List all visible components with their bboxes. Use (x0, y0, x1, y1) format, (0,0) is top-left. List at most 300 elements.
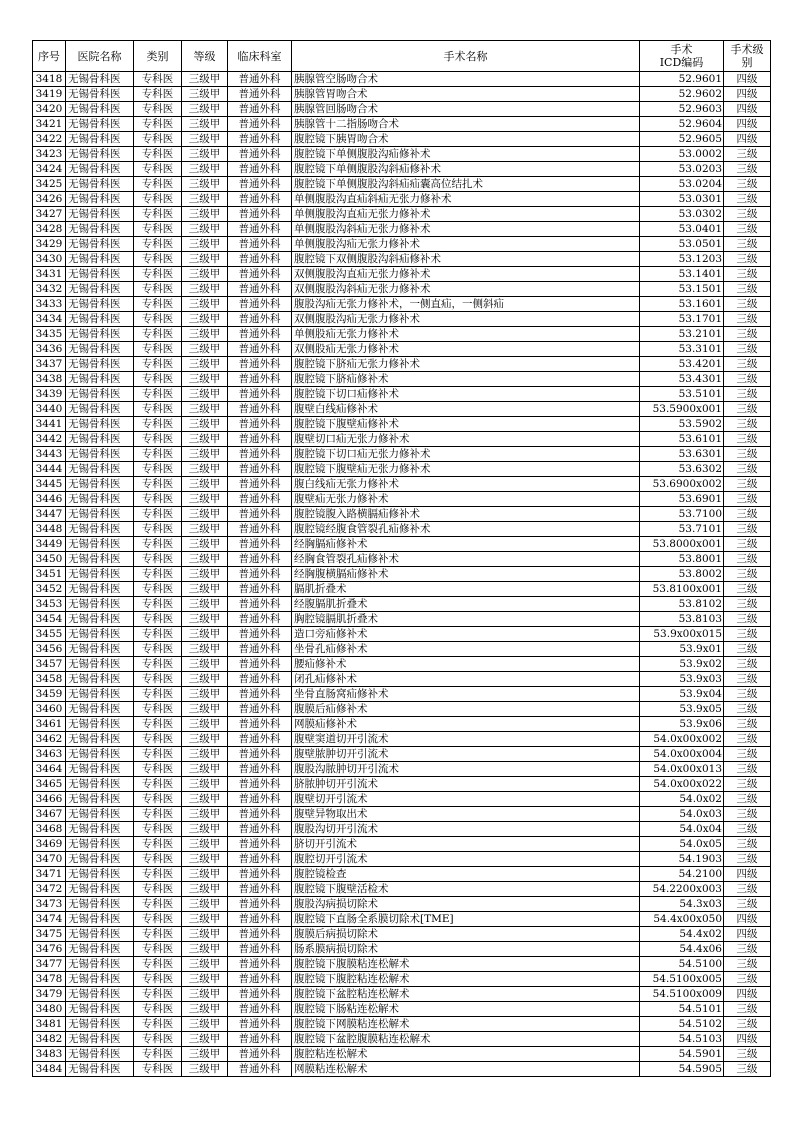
cell-surgery-level: 三级 (724, 747, 771, 762)
cell-index: 3428 (33, 222, 66, 237)
cell-icd-code: 52.9604 (640, 117, 724, 132)
cell-department: 普通外科 (228, 717, 292, 732)
cell-surgery-level: 三级 (724, 192, 771, 207)
cell-surgery-level: 三级 (724, 387, 771, 402)
cell-hospital: 无锡骨科医 (66, 402, 134, 417)
cell-icd-code: 53.8001 (640, 552, 724, 567)
cell-index: 3466 (33, 792, 66, 807)
cell-index: 3455 (33, 627, 66, 642)
cell-icd-code: 53.0401 (640, 222, 724, 237)
cell-surgery-level: 三级 (724, 267, 771, 282)
cell-icd-code: 53.6301 (640, 447, 724, 462)
cell-icd-code: 54.5905 (640, 1062, 724, 1077)
table-row (33, 387, 771, 402)
cell-department: 普通外科 (228, 432, 292, 447)
cell-index: 3430 (33, 252, 66, 267)
cell-icd-code: 53.6901 (640, 492, 724, 507)
cell-index: 3439 (33, 387, 66, 402)
cell-hospital: 无锡骨科医 (66, 177, 134, 192)
cell-hospital: 无锡骨科医 (66, 1002, 134, 1017)
cell-category: 专科医 (134, 702, 182, 717)
cell-surgery-level: 三级 (724, 597, 771, 612)
cell-index: 3479 (33, 987, 66, 1002)
cell-surgery-name: 腹壁切开引流术 (292, 792, 640, 807)
cell-hospital: 无锡骨科医 (66, 852, 134, 867)
cell-department: 普通外科 (228, 942, 292, 957)
table-row (33, 1017, 771, 1032)
cell-surgery-level: 三级 (724, 147, 771, 162)
cell-surgery-level: 三级 (724, 777, 771, 792)
cell-surgery-name: 腹腔镜下切口疝修补术 (292, 387, 640, 402)
cell-icd-code: 53.5902 (640, 417, 724, 432)
cell-surgery-name: 腹腔镜下盆腔腹膜粘连松解术 (292, 1032, 640, 1047)
cell-category: 专科医 (134, 552, 182, 567)
cell-hospital: 无锡骨科医 (66, 897, 134, 912)
cell-surgery-level: 三级 (724, 522, 771, 537)
cell-index: 3434 (33, 312, 66, 327)
cell-category: 专科医 (134, 207, 182, 222)
cell-grade: 三级甲 (182, 267, 228, 282)
cell-category: 专科医 (134, 852, 182, 867)
cell-index: 3421 (33, 117, 66, 132)
table-row (33, 522, 771, 537)
cell-index: 3477 (33, 957, 66, 972)
cell-surgery-name: 腹壁异物取出术 (292, 807, 640, 822)
cell-grade: 三级甲 (182, 327, 228, 342)
cell-department: 普通外科 (228, 642, 292, 657)
cell-icd-code: 53.1601 (640, 297, 724, 312)
cell-grade: 三级甲 (182, 747, 228, 762)
cell-department: 普通外科 (228, 702, 292, 717)
cell-surgery-name: 腹腔镜下盆腔粘连松解术 (292, 987, 640, 1002)
cell-index: 3472 (33, 882, 66, 897)
cell-surgery-name: 腹壁窦道切开引流术 (292, 732, 640, 747)
cell-department: 普通外科 (228, 597, 292, 612)
cell-surgery-name: 腹腔镜下单侧腹股沟斜疝疝囊高位结扎术 (292, 177, 640, 192)
cell-index: 3450 (33, 552, 66, 567)
cell-surgery-name: 腹腔粘连松解术 (292, 1047, 640, 1062)
cell-icd-code: 54.5102 (640, 1017, 724, 1032)
cell-grade: 三级甲 (182, 867, 228, 882)
cell-hospital: 无锡骨科医 (66, 222, 134, 237)
cell-department: 普通外科 (228, 147, 292, 162)
cell-grade: 三级甲 (182, 642, 228, 657)
table-row (33, 552, 771, 567)
cell-icd-code: 52.9601 (640, 72, 724, 87)
cell-index: 3456 (33, 642, 66, 657)
cell-hospital: 无锡骨科医 (66, 267, 134, 282)
cell-icd-code: 53.3101 (640, 342, 724, 357)
cell-surgery-level: 四级 (724, 912, 771, 927)
cell-index: 3469 (33, 837, 66, 852)
cell-department: 普通外科 (228, 777, 292, 792)
surgery-table (32, 40, 771, 1077)
cell-category: 专科医 (134, 372, 182, 387)
cell-category: 专科医 (134, 867, 182, 882)
cell-category: 专科医 (134, 612, 182, 627)
cell-icd-code: 53.0302 (640, 207, 724, 222)
cell-category: 专科医 (134, 687, 182, 702)
cell-department: 普通外科 (228, 852, 292, 867)
cell-surgery-level: 三级 (724, 702, 771, 717)
cell-icd-code: 53.8100x001 (640, 582, 724, 597)
cell-grade: 三级甲 (182, 507, 228, 522)
cell-grade: 三级甲 (182, 252, 228, 267)
cell-surgery-level: 三级 (724, 252, 771, 267)
cell-index: 3423 (33, 147, 66, 162)
table-row (33, 627, 771, 642)
cell-surgery-name: 双侧腹股沟疝无张力修补术 (292, 312, 640, 327)
cell-hospital: 无锡骨科医 (66, 672, 134, 687)
cell-hospital: 无锡骨科医 (66, 597, 134, 612)
cell-index: 3461 (33, 717, 66, 732)
cell-surgery-level: 三级 (724, 687, 771, 702)
cell-icd-code: 53.6101 (640, 432, 724, 447)
cell-grade: 三级甲 (182, 342, 228, 357)
cell-category: 专科医 (134, 537, 182, 552)
cell-surgery-level: 三级 (724, 327, 771, 342)
cell-surgery-level: 三级 (724, 612, 771, 627)
cell-surgery-name: 经胸膈疝修补术 (292, 537, 640, 552)
cell-category: 专科医 (134, 477, 182, 492)
cell-grade: 三级甲 (182, 837, 228, 852)
cell-category: 专科医 (134, 822, 182, 837)
cell-grade: 三级甲 (182, 972, 228, 987)
cell-hospital: 无锡骨科医 (66, 462, 134, 477)
table-row (33, 897, 771, 912)
cell-hospital: 无锡骨科医 (66, 912, 134, 927)
cell-grade: 三级甲 (182, 1062, 228, 1077)
cell-department: 普通外科 (228, 342, 292, 357)
cell-index: 3432 (33, 282, 66, 297)
cell-index: 3429 (33, 237, 66, 252)
cell-hospital: 无锡骨科医 (66, 552, 134, 567)
cell-category: 专科医 (134, 972, 182, 987)
cell-surgery-name: 腹腔镜下脐疝修补术 (292, 372, 640, 387)
cell-surgery-name: 单侧股疝无张力修补术 (292, 327, 640, 342)
table-body (33, 72, 771, 1077)
cell-hospital: 无锡骨科医 (66, 72, 134, 87)
cell-category: 专科医 (134, 747, 182, 762)
cell-department: 普通外科 (228, 1002, 292, 1017)
cell-grade: 三级甲 (182, 237, 228, 252)
cell-category: 专科医 (134, 387, 182, 402)
cell-grade: 三级甲 (182, 717, 228, 732)
cell-grade: 三级甲 (182, 417, 228, 432)
table-row (33, 72, 771, 87)
cell-surgery-name: 胸腔镜膈肌折叠术 (292, 612, 640, 627)
cell-hospital: 无锡骨科医 (66, 507, 134, 522)
cell-surgery-name: 腹膜后疝修补术 (292, 702, 640, 717)
cell-category: 专科医 (134, 882, 182, 897)
cell-index: 3471 (33, 867, 66, 882)
cell-surgery-name: 腹壁疝无张力修补术 (292, 492, 640, 507)
cell-surgery-level: 三级 (724, 627, 771, 642)
cell-icd-code: 53.9x00x015 (640, 627, 724, 642)
cell-category: 专科医 (134, 492, 182, 507)
cell-surgery-name: 胰腺管胃吻合术 (292, 87, 640, 102)
cell-category: 专科医 (134, 357, 182, 372)
cell-grade: 三级甲 (182, 132, 228, 147)
table-row (33, 342, 771, 357)
cell-surgery-name: 腹壁脓肿切开引流术 (292, 747, 640, 762)
cell-index: 3441 (33, 417, 66, 432)
cell-surgery-name: 腹腔镜下腹壁活检术 (292, 882, 640, 897)
cell-department: 普通外科 (228, 237, 292, 252)
cell-hospital: 无锡骨科医 (66, 372, 134, 387)
cell-department: 普通外科 (228, 1062, 292, 1077)
cell-surgery-level: 三级 (724, 207, 771, 222)
cell-surgery-level: 三级 (724, 792, 771, 807)
cell-index: 3463 (33, 747, 66, 762)
cell-icd-code: 54.3x03 (640, 897, 724, 912)
cell-surgery-name: 腹腔镜下腹膜粘连松解术 (292, 957, 640, 972)
cell-index: 3425 (33, 177, 66, 192)
table-row (33, 807, 771, 822)
cell-index: 3420 (33, 102, 66, 117)
cell-surgery-name: 腹腔镜下腹壁疝修补术 (292, 417, 640, 432)
table-row (33, 567, 771, 582)
cell-icd-code: 53.7100 (640, 507, 724, 522)
cell-category: 专科医 (134, 597, 182, 612)
cell-surgery-name: 经腹膈肌折叠术 (292, 597, 640, 612)
table-row (33, 177, 771, 192)
cell-grade: 三级甲 (182, 192, 228, 207)
cell-surgery-level: 三级 (724, 837, 771, 852)
cell-icd-code: 54.0x04 (640, 822, 724, 837)
table-row (33, 927, 771, 942)
col-header-category: 类别 (134, 41, 182, 72)
cell-surgery-level: 三级 (724, 1017, 771, 1032)
table-row (33, 582, 771, 597)
cell-hospital: 无锡骨科医 (66, 927, 134, 942)
cell-icd-code: 53.8103 (640, 612, 724, 627)
cell-surgery-level: 四级 (724, 72, 771, 87)
cell-index: 3481 (33, 1017, 66, 1032)
cell-icd-code: 54.4x00x050 (640, 912, 724, 927)
cell-surgery-level: 三级 (724, 942, 771, 957)
cell-icd-code: 53.0204 (640, 177, 724, 192)
cell-surgery-name: 单侧腹股沟直疝斜疝无张力修补术 (292, 192, 640, 207)
cell-grade: 三级甲 (182, 537, 228, 552)
cell-surgery-level: 三级 (724, 807, 771, 822)
cell-department: 普通外科 (228, 957, 292, 972)
cell-surgery-level: 三级 (724, 222, 771, 237)
cell-surgery-name: 腹腔镜下切口疝无张力修补术 (292, 447, 640, 462)
cell-icd-code: 54.4x02 (640, 927, 724, 942)
cell-index: 3468 (33, 822, 66, 837)
cell-department: 普通外科 (228, 102, 292, 117)
cell-department: 普通外科 (228, 402, 292, 417)
cell-department: 普通外科 (228, 462, 292, 477)
cell-icd-code: 54.5901 (640, 1047, 724, 1062)
cell-surgery-name: 腹腔镜下胰胃吻合术 (292, 132, 640, 147)
cell-index: 3436 (33, 342, 66, 357)
cell-surgery-level: 三级 (724, 1062, 771, 1077)
cell-category: 专科医 (134, 297, 182, 312)
cell-category: 专科医 (134, 87, 182, 102)
cell-category: 专科医 (134, 762, 182, 777)
table-row (33, 492, 771, 507)
cell-category: 专科医 (134, 897, 182, 912)
cell-index: 3473 (33, 897, 66, 912)
cell-hospital: 无锡骨科医 (66, 717, 134, 732)
cell-surgery-level: 四级 (724, 987, 771, 1002)
cell-surgery-level: 三级 (724, 852, 771, 867)
cell-surgery-level: 三级 (724, 732, 771, 747)
cell-hospital: 无锡骨科医 (66, 192, 134, 207)
cell-department: 普通外科 (228, 867, 292, 882)
cell-department: 普通外科 (228, 522, 292, 537)
cell-hospital: 无锡骨科医 (66, 282, 134, 297)
cell-hospital: 无锡骨科医 (66, 687, 134, 702)
table-row (33, 162, 771, 177)
cell-index: 3418 (33, 72, 66, 87)
cell-hospital: 无锡骨科医 (66, 417, 134, 432)
cell-category: 专科医 (134, 222, 182, 237)
cell-category: 专科医 (134, 162, 182, 177)
cell-grade: 三级甲 (182, 927, 228, 942)
cell-surgery-level: 三级 (724, 462, 771, 477)
table-row (33, 942, 771, 957)
col-header-icd-code: 手术 ICD编码 (640, 41, 724, 72)
cell-department: 普通外科 (228, 822, 292, 837)
cell-department: 普通外科 (228, 972, 292, 987)
table-row (33, 357, 771, 372)
table-row (33, 1032, 771, 1047)
cell-icd-code: 53.0301 (640, 192, 724, 207)
cell-department: 普通外科 (228, 1032, 292, 1047)
cell-hospital: 无锡骨科医 (66, 312, 134, 327)
cell-surgery-name: 坐骨孔疝修补术 (292, 642, 640, 657)
cell-surgery-level: 四级 (724, 87, 771, 102)
table-row (33, 762, 771, 777)
cell-hospital: 无锡骨科医 (66, 1062, 134, 1077)
cell-grade: 三级甲 (182, 357, 228, 372)
cell-surgery-level: 三级 (724, 897, 771, 912)
cell-hospital: 无锡骨科医 (66, 957, 134, 972)
cell-hospital: 无锡骨科医 (66, 777, 134, 792)
cell-category: 专科医 (134, 417, 182, 432)
cell-hospital: 无锡骨科医 (66, 762, 134, 777)
table-row (33, 102, 771, 117)
cell-grade: 三级甲 (182, 807, 228, 822)
table-row (33, 237, 771, 252)
cell-hospital: 无锡骨科医 (66, 612, 134, 627)
cell-icd-code: 54.0x00x013 (640, 762, 724, 777)
table-row (33, 447, 771, 462)
cell-grade: 三级甲 (182, 1017, 228, 1032)
cell-category: 专科医 (134, 807, 182, 822)
cell-surgery-name: 胰腺管回肠吻合术 (292, 102, 640, 117)
cell-hospital: 无锡骨科医 (66, 582, 134, 597)
cell-grade: 三级甲 (182, 612, 228, 627)
cell-surgery-name: 肠系膜病损切除术 (292, 942, 640, 957)
cell-grade: 三级甲 (182, 882, 228, 897)
cell-surgery-name: 膈肌折叠术 (292, 582, 640, 597)
cell-grade: 三级甲 (182, 912, 228, 927)
cell-category: 专科医 (134, 102, 182, 117)
cell-department: 普通外科 (228, 492, 292, 507)
cell-hospital: 无锡骨科医 (66, 117, 134, 132)
cell-icd-code: 53.1701 (640, 312, 724, 327)
cell-icd-code: 53.2101 (640, 327, 724, 342)
cell-hospital: 无锡骨科医 (66, 237, 134, 252)
cell-category: 专科医 (134, 1002, 182, 1017)
cell-icd-code: 54.5100x009 (640, 987, 724, 1002)
cell-grade: 三级甲 (182, 447, 228, 462)
cell-index: 3449 (33, 537, 66, 552)
table-row (33, 147, 771, 162)
cell-category: 专科医 (134, 402, 182, 417)
cell-surgery-level: 四级 (724, 132, 771, 147)
cell-department: 普通外科 (228, 987, 292, 1002)
cell-grade: 三级甲 (182, 567, 228, 582)
cell-category: 专科医 (134, 447, 182, 462)
cell-icd-code: 54.5101 (640, 1002, 724, 1017)
cell-grade: 三级甲 (182, 492, 228, 507)
cell-surgery-name: 腹股沟切开引流术 (292, 822, 640, 837)
cell-hospital: 无锡骨科医 (66, 972, 134, 987)
cell-index: 3465 (33, 777, 66, 792)
cell-surgery-level: 三级 (724, 642, 771, 657)
cell-index: 3443 (33, 447, 66, 462)
cell-department: 普通外科 (228, 72, 292, 87)
cell-icd-code: 54.2100 (640, 867, 724, 882)
table-row (33, 267, 771, 282)
cell-surgery-name: 闭孔疝修补术 (292, 672, 640, 687)
cell-hospital: 无锡骨科医 (66, 327, 134, 342)
cell-grade: 三级甲 (182, 72, 228, 87)
cell-department: 普通外科 (228, 912, 292, 927)
cell-department: 普通外科 (228, 447, 292, 462)
cell-index: 3460 (33, 702, 66, 717)
cell-surgery-level: 三级 (724, 972, 771, 987)
table-row (33, 1047, 771, 1062)
cell-department: 普通外科 (228, 657, 292, 672)
cell-category: 专科医 (134, 1062, 182, 1077)
cell-surgery-level: 三级 (724, 342, 771, 357)
cell-hospital: 无锡骨科医 (66, 837, 134, 852)
cell-surgery-name: 网膜粘连松解术 (292, 1062, 640, 1077)
cell-grade: 三级甲 (182, 87, 228, 102)
cell-surgery-name: 网膜疝修补术 (292, 717, 640, 732)
cell-category: 专科医 (134, 192, 182, 207)
cell-category: 专科医 (134, 777, 182, 792)
table-row (33, 717, 771, 732)
cell-department: 普通外科 (228, 1047, 292, 1062)
cell-department: 普通外科 (228, 372, 292, 387)
table-row (33, 252, 771, 267)
cell-department: 普通外科 (228, 897, 292, 912)
cell-surgery-name: 腹腔切开引流术 (292, 852, 640, 867)
cell-surgery-name: 腹腔镜下直肠全系膜切除术[TME] (292, 912, 640, 927)
table-row (33, 117, 771, 132)
cell-category: 专科医 (134, 672, 182, 687)
cell-surgery-name: 腹腔镜经腹食管裂孔疝修补术 (292, 522, 640, 537)
cell-department: 普通外科 (228, 762, 292, 777)
cell-surgery-name: 腹腔镜腹入路横膈疝修补术 (292, 507, 640, 522)
cell-index: 3480 (33, 1002, 66, 1017)
cell-grade: 三级甲 (182, 852, 228, 867)
cell-category: 专科医 (134, 327, 182, 342)
cell-department: 普通外科 (228, 687, 292, 702)
cell-department: 普通外科 (228, 882, 292, 897)
cell-index: 3437 (33, 357, 66, 372)
cell-icd-code: 53.6900x002 (640, 477, 724, 492)
cell-grade: 三级甲 (182, 702, 228, 717)
cell-hospital: 无锡骨科医 (66, 567, 134, 582)
